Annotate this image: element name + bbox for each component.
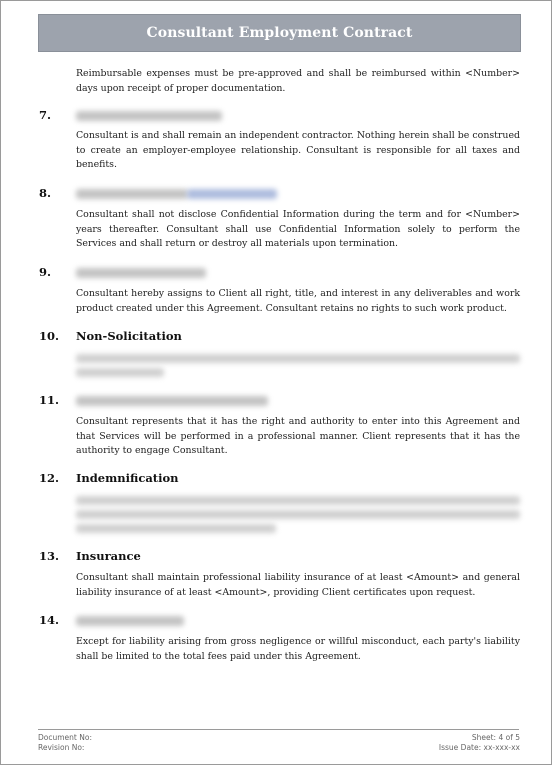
footer-issue-date: Issue Date: xx-xxx-xx (438, 743, 520, 752)
section-11-title-redacted (76, 396, 268, 406)
footer-document-no: Document No: (38, 733, 92, 742)
header-bar (38, 14, 521, 52)
section-14-number: 14. (39, 613, 60, 627)
section-13-body: Consultant shall maintain professional liability insurance of at least <Amount> and general liability insurance of at least <Amount>, providing Client certificates upon request. (76, 572, 520, 598)
section-11-number: 11. (39, 393, 60, 407)
section-8-title-redacted (76, 189, 188, 199)
section-14-title-redacted (76, 616, 184, 626)
section-8-number: 8. (39, 186, 52, 200)
section-9-title-redacted (76, 268, 206, 278)
section-13-number: 13. (39, 549, 60, 563)
footer-sheet: Sheet: 4 of 5 (471, 733, 520, 742)
section-10-body-redacted-line-1 (76, 354, 520, 363)
section-9-body: Consultant hereby assigns to Client all right, title, and interest in any deliverables and work product created under this Agreement. Consultant retains no rights to such work product. (76, 288, 520, 314)
section-10-number: 10. (39, 329, 60, 343)
section-7-number: 7. (39, 108, 52, 122)
footer-revision-no: Revision No: (38, 743, 85, 752)
section-10-body-redacted-line-2 (76, 368, 164, 377)
section-8-body: Consultant shall not disclose Confidential Information during the term and for <Number> years thereafter. Consultant shall use Confidential Information solely to perform the Services and shall return or destroy all materials upon termination. (76, 209, 520, 250)
section-11-body: Consultant represents that it has the right and authority to enter into this Agreement and that Services will be performed in a professional manner. Client represents that it has the authority to engage Consultant. (76, 416, 520, 457)
section-12-body-redacted-line-3 (76, 524, 276, 533)
section-12-number: 12. (39, 471, 60, 485)
section-14-body: Except for liability arising from gross negligence or willful misconduct, each party's liability shall be limited to the total fees paid under this Agreement. (76, 636, 520, 662)
section-9-number: 9. (39, 265, 52, 279)
footer-divider (38, 729, 519, 730)
section-12-body-redacted-line-1 (76, 496, 520, 505)
section-13-title: Insurance (76, 549, 141, 563)
section-12-body-redacted-line-2 (76, 510, 520, 519)
section-7-body: Consultant is and shall remain an independent contractor. Nothing herein shall be construed to create an employer-employee relationship. Consultant is responsible for all taxes and benefits. (76, 130, 520, 171)
section-7-title-redacted (76, 111, 222, 121)
document-title: Consultant Employment Contract (146, 25, 413, 41)
section-10-title: Non-Solicitation (76, 329, 182, 343)
intro-paragraph: Reimbursable expenses must be pre-approved and shall be reimbursed within <Number> days upon receipt of proper documentation. (76, 68, 520, 94)
section-12-title: Indemnification (76, 471, 179, 485)
section-8-title-link-redacted (187, 189, 277, 199)
